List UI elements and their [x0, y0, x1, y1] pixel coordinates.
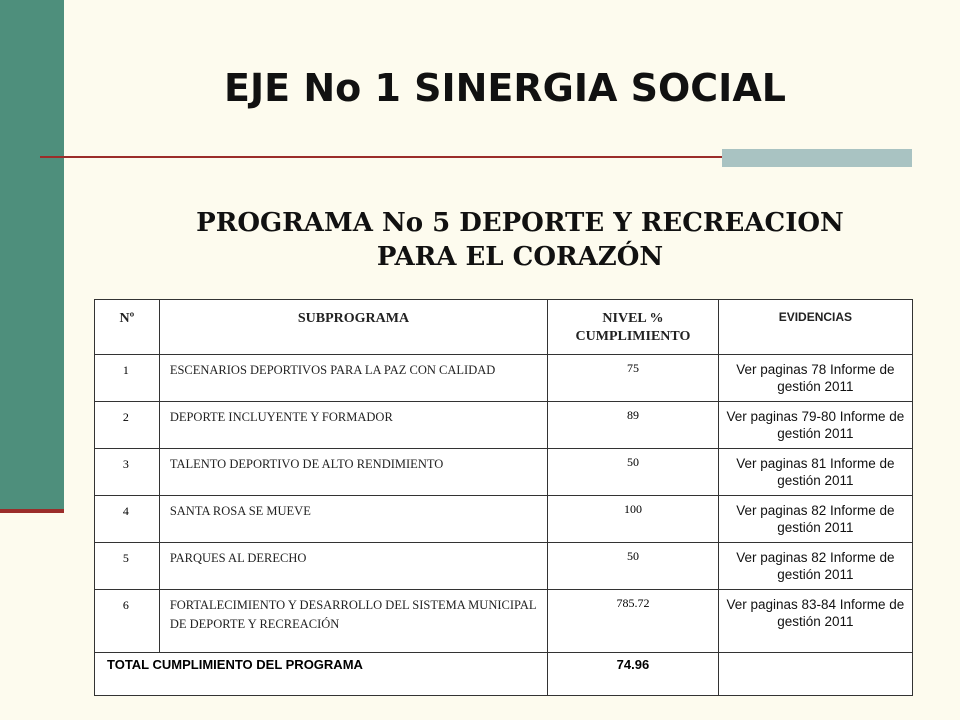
table-header-row [95, 300, 913, 355]
row-subprograma: SANTA ROSA SE MUEVE [159, 496, 547, 543]
table-total-row [95, 653, 913, 696]
row-num: 6 [95, 590, 160, 653]
total-evidencia [718, 653, 912, 696]
header-num: Nº [95, 300, 160, 355]
row-nivel: 50 [548, 449, 719, 496]
row-evidencia: Ver paginas 82 Informe de gestión 2011 [718, 496, 912, 543]
row-evidencia: Ver paginas 83-84 Informe de gestión 2011 [718, 590, 912, 653]
header-nivel-line-2: CUMPLIMIENTO [575, 329, 691, 344]
row-subprograma: FORTALECIMIENTO Y DESARROLLO DEL SISTEMA MUNICIPAL DE DEPORTE Y RECREACIÓN [159, 590, 547, 653]
row-num: 4 [95, 496, 160, 543]
sidebar-accent-line [0, 509, 64, 513]
row-nivel: 100 [548, 496, 719, 543]
program-title-line-1: PROGRAMA No 5 DEPORTE Y RECREACION [196, 208, 844, 238]
total-value: 74.96 [548, 653, 719, 696]
row-subprograma: ESCENARIOS DEPORTIVOS PARA LA PAZ CON CALIDAD [159, 355, 547, 402]
header-evidencias: EVIDENCIAS [718, 300, 912, 355]
row-evidencia: Ver paginas 79-80 Informe de gestión 2011 [718, 402, 912, 449]
program-title-line-2: PARA EL CORAZÓN [376, 242, 664, 272]
row-num: 5 [95, 543, 160, 590]
header-nivel-line-1: NIVEL % [602, 311, 664, 326]
row-evidencia: Ver paginas 81 Informe de gestión 2011 [718, 449, 912, 496]
table-row [95, 402, 913, 449]
divider-accent-block [722, 149, 912, 167]
row-subprograma: TALENTO DEPORTIVO DE ALTO RENDIMIENTO [159, 449, 547, 496]
table-row [95, 543, 913, 590]
row-num: 3 [95, 449, 160, 496]
header-subprograma: SUBPROGRAMA [159, 300, 547, 355]
program-title [130, 206, 910, 274]
row-subprograma: PARQUES AL DERECHO [159, 543, 547, 590]
table-row [95, 355, 913, 402]
table-row [95, 449, 913, 496]
row-num: 2 [95, 402, 160, 449]
page-title: EJE No 1 SINERGIA SOCIAL [224, 66, 786, 110]
subprogram-table [94, 299, 913, 696]
header-nivel [548, 300, 719, 355]
table-row [95, 590, 913, 653]
total-label: TOTAL CUMPLIMIENTO DEL PROGRAMA [95, 653, 548, 696]
table-row [95, 496, 913, 543]
row-nivel: 75 [548, 355, 719, 402]
row-nivel: 50 [548, 543, 719, 590]
row-subprograma: DEPORTE INCLUYENTE Y FORMADOR [159, 402, 547, 449]
row-evidencia: Ver paginas 82 Informe de gestión 2011 [718, 543, 912, 590]
row-evidencia: Ver paginas 78 Informe de gestión 2011 [718, 355, 912, 402]
row-num: 1 [95, 355, 160, 402]
row-nivel: 89 [548, 402, 719, 449]
row-nivel: 785.72 [548, 590, 719, 653]
